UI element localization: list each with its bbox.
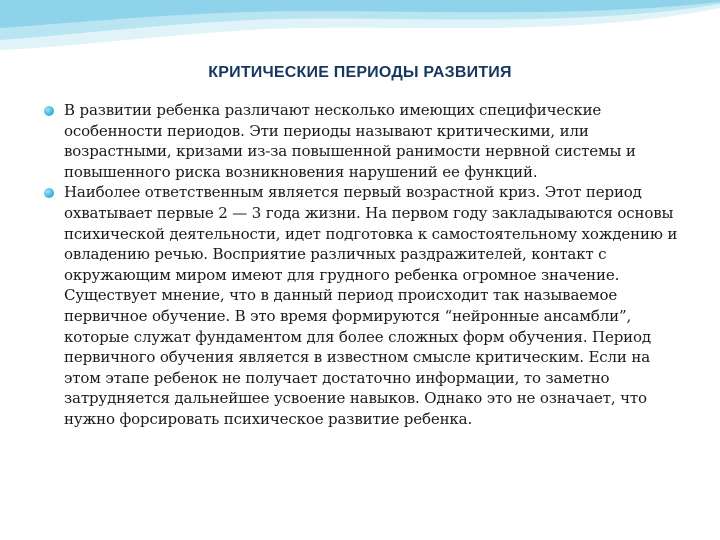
- bullet-item: [40, 182, 680, 429]
- bullet-list: [40, 100, 680, 430]
- header-wave-decoration: [0, 0, 720, 70]
- bullet-icon: [44, 106, 54, 116]
- bullet-text: В развитии ребенка различают несколько имеющих специфические особенности периодов. Эти периоды называют критическими, или возрастными, кризами из-за повышенной ранимости нервной системы и повышенного риска возникновения нарушений ее функций.: [64, 101, 636, 181]
- bullet-icon: [44, 188, 54, 198]
- bullet-item: [40, 100, 680, 182]
- bullet-text: Наиболее ответственным является первый возрастной криз. Этот период охватывает первые 2 — 3 года жизни. На первом году закладываются основы психической деятельности, идет подготовка к самостоятельному хождению и овладению речью. Восприятие различных раздражителей, контакт с окружающим миром имеют для грудного ребенка огромное значение. Существует мнение, что в данный период происходит так называемое первичное обучение. В это время формируются “нейронные ансамбли”, которые служат фундаментом для более сложных форм обучения. Период первичного обучения является в известном смысле критическим. Если на этом этапе ребенок не получает достаточно информации, то заметно затрудняется дальнейшее усвоение навыков. Однако это не означает, что нужно форсировать психическое развитие ребенка.: [64, 183, 678, 428]
- slide-title: КРИТИЧЕСКИЕ ПЕРИОДЫ РАЗВИТИЯ: [208, 64, 512, 81]
